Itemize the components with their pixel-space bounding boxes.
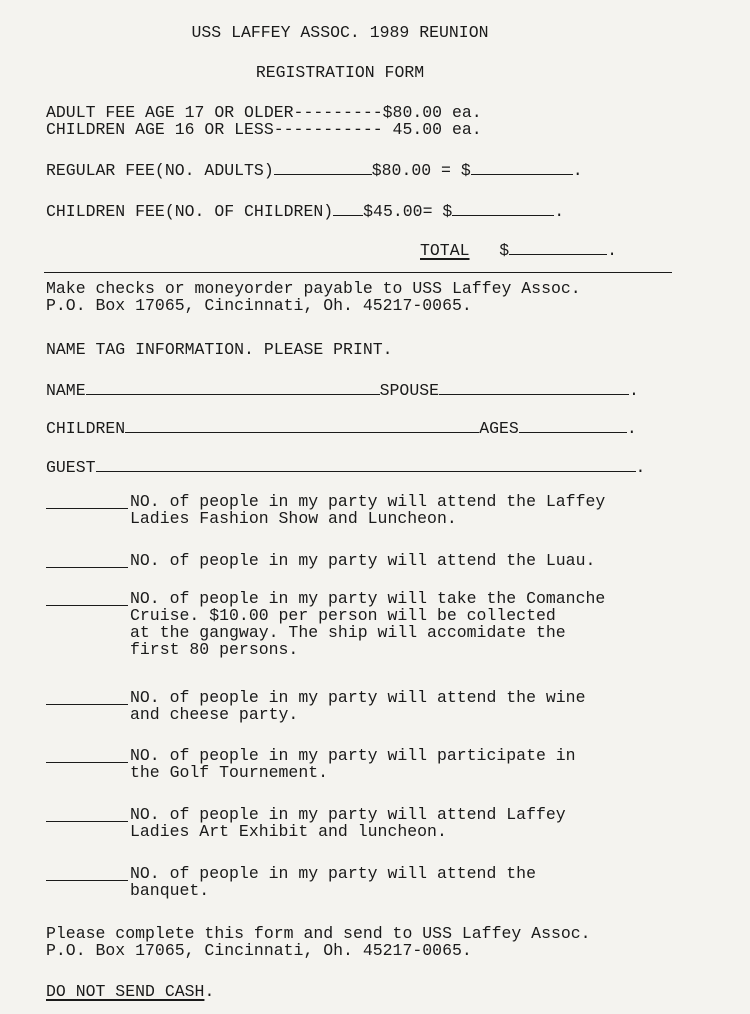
children-fee-amount: $45.00= $ <box>363 202 453 221</box>
name-field[interactable] <box>86 379 380 395</box>
adult-fee-line: ADULT FEE AGE 17 OR OLDER---------$80.00 ea. <box>46 103 482 122</box>
guest-field[interactable] <box>96 456 636 472</box>
children-fee-label: CHILDREN FEE(NO. OF CHILDREN) <box>46 202 334 221</box>
spouse-label: SPOUSE <box>379 381 440 400</box>
cash-warning-text: DO NOT SEND CASH <box>46 982 205 1001</box>
children-field[interactable] <box>125 417 479 433</box>
spouse-field[interactable] <box>439 379 629 395</box>
event-text: NO. of people in my party will attend Laffey Ladies Art Exhibit and luncheon. <box>130 805 566 841</box>
name-label: NAME <box>46 381 86 400</box>
event-golf <box>46 747 726 781</box>
form-subtitle: REGISTRATION FORM <box>255 63 425 82</box>
separator-line <box>44 272 672 273</box>
event-text: NO. of people in my party will attend the Luau. <box>130 551 596 570</box>
regular-fee-total-blank[interactable] <box>471 159 573 175</box>
cruise-count-blank[interactable] <box>46 605 128 606</box>
form-title: USS LAFFEY ASSOC. 1989 REUNION <box>191 23 489 42</box>
wine-cheese-count-blank[interactable] <box>46 704 128 705</box>
regular-fee-row: REGULAR FEE(NO. ADULTS) $80.00 = $ . <box>46 161 583 180</box>
event-text: NO. of people in my party will take the Comanche Cruise. $10.00 per person will be collected at the gangway. The ship will accomidate the first 80 persons. <box>130 589 606 659</box>
event-text: NO. of people in my party will participate in the Golf Tournement. <box>130 746 576 782</box>
name-tag-heading: NAME TAG INFORMATION. PLEASE PRINT. <box>46 340 393 359</box>
event-text: NO. of people in my party will attend the wine and cheese party. <box>130 688 586 724</box>
ages-field[interactable] <box>519 417 627 433</box>
event-luau <box>46 552 726 569</box>
name-row: NAME SPOUSE . <box>46 381 639 400</box>
child-fee-line: CHILDREN AGE 16 OR LESS----------- 45.00 ea. <box>46 120 482 139</box>
event-wine-cheese <box>46 689 726 723</box>
children-fee-row: CHILDREN FEE(NO. OF CHILDREN) $45.00= $ . <box>46 202 565 221</box>
total-symbol: $ <box>499 241 510 260</box>
cash-warning-period: . <box>204 982 215 1001</box>
payment-line-2: P.O. Box 17065, Cincinnati, Oh. 45217-0065. <box>46 296 472 315</box>
art-exhibit-count-blank[interactable] <box>46 821 128 822</box>
cash-warning <box>46 983 214 1000</box>
guest-row: GUEST . <box>46 458 646 477</box>
children-row: CHILDREN AGES . <box>46 419 637 438</box>
adults-count-blank[interactable] <box>274 159 372 175</box>
total-row: TOTAL $ . <box>420 241 618 260</box>
event-comanche-cruise <box>46 590 726 658</box>
event-art-exhibit <box>46 806 726 840</box>
children-label: CHILDREN <box>46 419 126 438</box>
banquet-count-blank[interactable] <box>46 880 128 881</box>
fashion-show-count-blank[interactable] <box>46 508 128 509</box>
total-label: TOTAL <box>420 241 470 260</box>
regular-fee-amount: $80.00 = $ <box>371 161 471 180</box>
closing-line-2: P.O. Box 17065, Cincinnati, Oh. 45217-0065. <box>46 941 472 960</box>
children-fee-total-blank[interactable] <box>452 200 554 216</box>
closing-line-1: Please complete this form and send to USS Laffey Assoc. <box>46 924 591 943</box>
event-banquet <box>46 865 726 899</box>
guest-label: GUEST <box>46 458 96 477</box>
golf-count-blank[interactable] <box>46 762 128 763</box>
total-blank[interactable] <box>509 239 607 255</box>
regular-fee-label: REGULAR FEE(NO. ADULTS) <box>46 161 274 180</box>
children-count-blank[interactable] <box>333 200 363 216</box>
event-text: NO. of people in my party will attend the Laffey Ladies Fashion Show and Luncheon. <box>130 492 606 528</box>
ages-label: AGES <box>479 419 519 438</box>
payment-line-1: Make checks or moneyorder payable to USS Laffey Assoc. <box>46 279 581 298</box>
event-fashion-show <box>46 493 726 527</box>
event-text: NO. of people in my party will attend the banquet. <box>130 864 536 900</box>
luau-count-blank[interactable] <box>46 567 128 568</box>
